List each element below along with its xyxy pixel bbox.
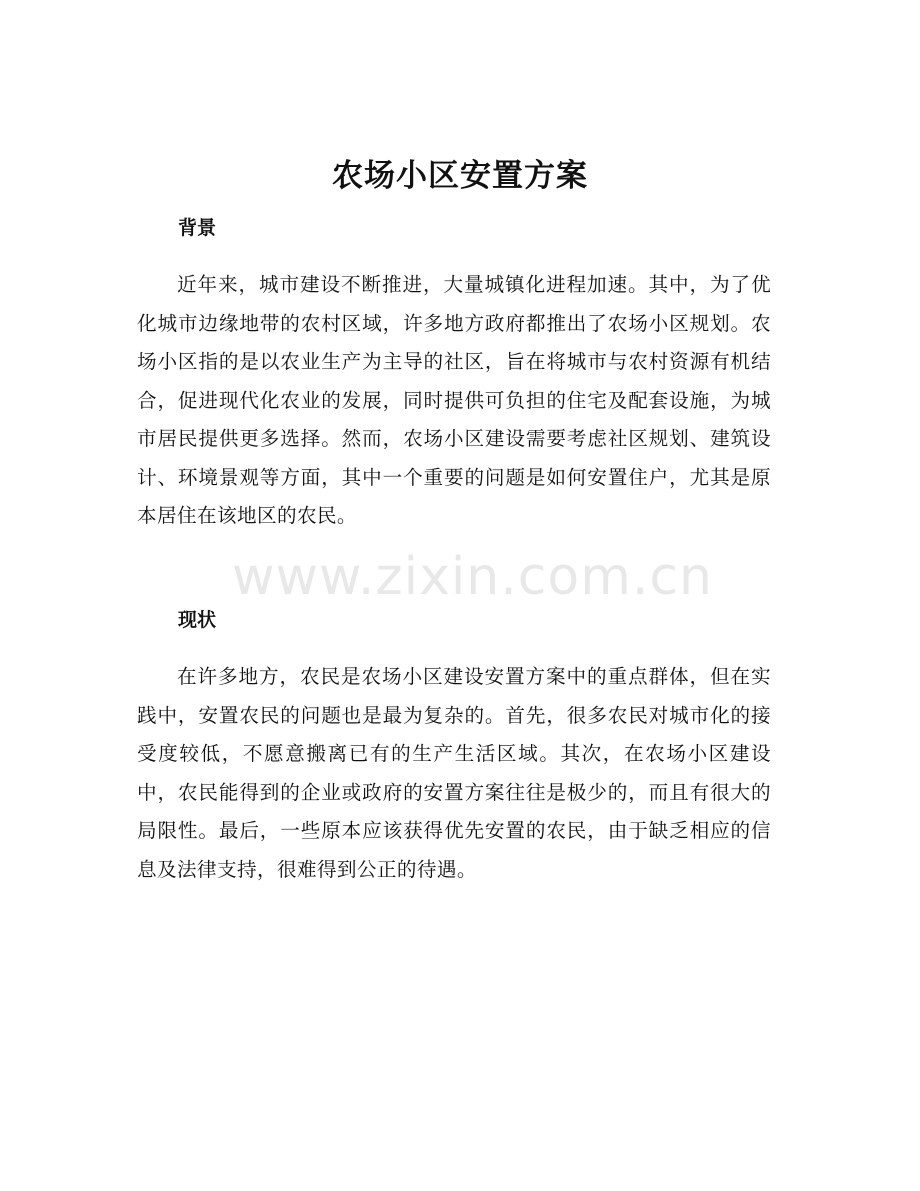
document-title: 农场小区安置方案 <box>332 158 588 194</box>
section-body-background: 近年来，城市建设不断推进，大量城镇化进程加速。其中，为了优化城市边缘地带的农村区域，许多地方政府都推出了农场小区规划。农场小区指的是以农业生产为主导的社区，旨在将城市与农村资源有机结合，促进现代化农业的发展，同时提供可负担的住宅及配套设施，为城市居民提供更多选择。然而，农场小区建设需要考虑社区规划、建筑设计、环境景观等方面，其中一个重要的问题是如何安置住户，尤其是原本居住在该地区的农民。 <box>137 273 771 527</box>
section-heading-current-status: 现状 <box>178 609 217 631</box>
section-heading-background: 背景 <box>178 217 217 239</box>
watermark: www.zixin.com.cn <box>232 547 713 607</box>
section-body-current-status: 在许多地方，农民是农场小区建设安置方案中的重点群体，但在实践中，安置农民的问题也是最为复杂的。首先，很多农民对城市化的接受度较低，不愿意搬离已有的生产生活区域。其次，在农场小区建设中，农民能得到的企业或政府的安置方案往往是极少的，而且有很大的局限性。最后，一些原本应该获得优先安置的农民，由于缺乏相应的信息及法律支持，很难得到公正的待遇。 <box>137 665 771 881</box>
